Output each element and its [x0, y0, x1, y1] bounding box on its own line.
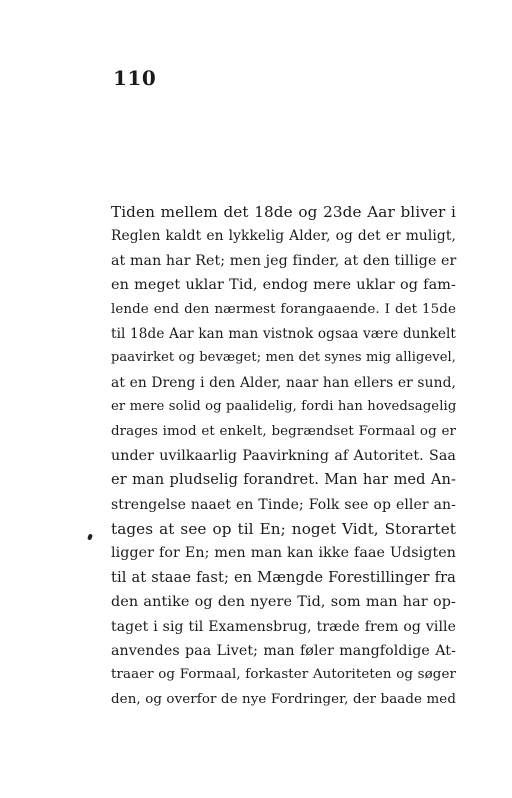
- text-line: er mere solid og paalidelig, fordi han hovedsagelig: [111, 399, 457, 415]
- page-number: 110: [113, 66, 157, 90]
- text-line: tages at see op til En; noget Vidt, Storartet: [111, 520, 456, 539]
- text-line: Reglen kaldt en lykkelig Alder, og det er muligt,: [111, 228, 456, 245]
- text-line: taget i sig til Examensbrug, træde frem og ville: [111, 618, 456, 635]
- text-line: lende end den nærmest forangaaende. I det 15de: [111, 301, 456, 317]
- text-line: at man har Ret; men jeg finder, at den tillige er: [111, 252, 457, 269]
- text-line: den antike og den nyere Tid, som man har op-: [111, 594, 456, 611]
- text-line: til at staae fast; en Mængde Forestillinger fra: [111, 568, 456, 586]
- text-line: under uvilkaarlig Paavirkning af Autoritet. Saa: [111, 447, 456, 464]
- text-line: anvendes paa Livet; man føler mangfoldige At-: [111, 643, 456, 660]
- text-line: drages imod et enkelt, begrændset Formaal og er: [111, 423, 456, 439]
- text-line: strengelse naaet en Tinde; Folk see op eller an-: [111, 496, 456, 513]
- text-line: ligger for En; men man kan ikke faae Udsigten: [111, 545, 456, 562]
- text-line: at en Dreng i den Alder, naar han ellers er sund,: [111, 374, 456, 391]
- stray-ink-mark: [87, 533, 93, 540]
- text-line: paavirket og bevæget; men det synes mig alligevel,: [111, 350, 456, 366]
- text-line: Tiden mellem det 18de og 23de Aar bliver i: [111, 203, 456, 221]
- body-text: [111, 200, 456, 712]
- text-line: en meget uklar Tid, endog mere uklar og fam-: [111, 277, 456, 294]
- text-line: er man pludselig forandret. Man har med An-: [111, 471, 456, 489]
- text-line: til 18de Aar kan man vistnok ogsaa være dunkelt: [111, 325, 456, 342]
- text-line: traaer og Formaal, forkaster Autoriteten og søger: [111, 667, 456, 683]
- text-line: den, og overfor de nye Fordringer, der baade med: [111, 691, 456, 707]
